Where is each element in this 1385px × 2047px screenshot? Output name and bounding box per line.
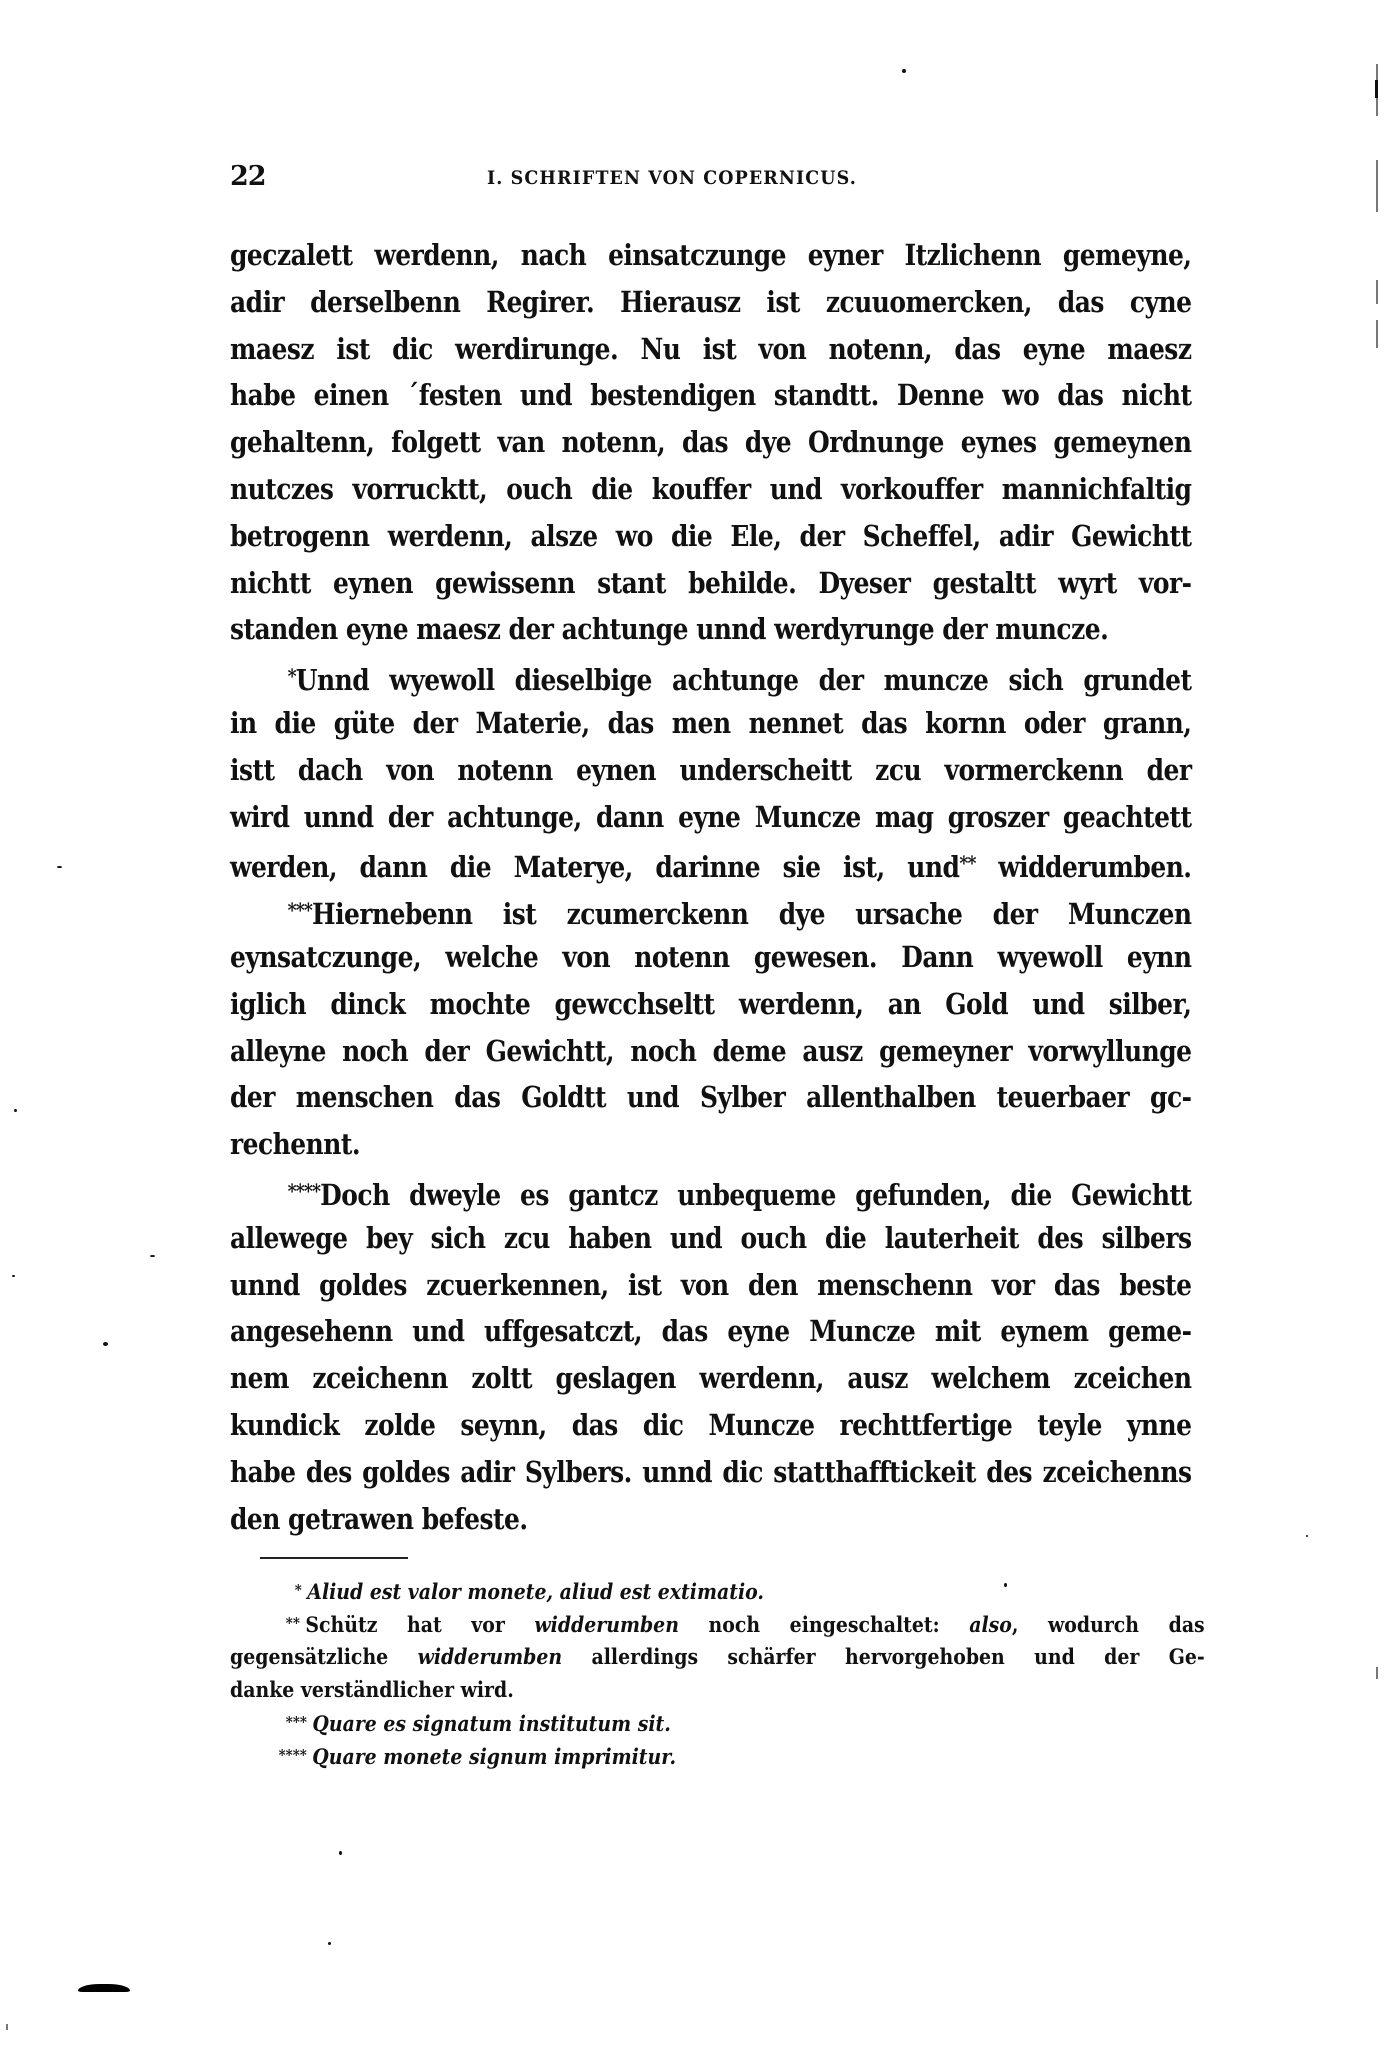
scan-speck bbox=[150, 1255, 155, 1257]
footnote-1-marker: * bbox=[294, 1581, 302, 1599]
footnote-3 bbox=[230, 1706, 1261, 1739]
footnote-marker-2: ** bbox=[959, 851, 976, 876]
text-line-tail: widderumben. bbox=[998, 850, 1192, 885]
text-line: standen eyne maesz der achtunge unnd werdyrunge der muncze. bbox=[230, 612, 1109, 647]
text-line: habe des goldes adir Sylbers. unnd dic statthafftickeit des zceichenns bbox=[230, 1454, 1192, 1489]
running-head bbox=[230, 160, 1192, 194]
footnote-marker-4: **** bbox=[287, 1178, 321, 1203]
text-line-content: Hiernebenn ist zcumerckenn dye ursache der Munczen bbox=[312, 897, 1192, 932]
footnote-4-text: Quare monete signum imprimitur. bbox=[312, 1744, 677, 1769]
scan-speck bbox=[12, 1275, 15, 1277]
text-line: den getrawen befeste. bbox=[230, 1501, 528, 1536]
text-line: adir derselbenn Regirer. Hierausz ist zcuuomercken, das cyne bbox=[230, 284, 1192, 319]
text-line: in die güte der Materie, das men nennet das kornn oder grann, bbox=[230, 705, 1192, 740]
text-line: wird unnd der achtunge, dann eyne Muncze mag groszer geachtett bbox=[230, 799, 1192, 834]
footnote-2-marker: ** bbox=[285, 1614, 300, 1632]
text-line: unnd goldes zcuerkennen, ist von den menschenn vor das beste bbox=[230, 1267, 1192, 1302]
scan-speck bbox=[103, 1342, 108, 1346]
footnote-2-line-3: danke verständlicher wird. bbox=[230, 1677, 514, 1702]
scan-edge-mark bbox=[1376, 320, 1378, 348]
text-line: istt dach von notenn eynen underscheitt zcu vormerckenn der bbox=[230, 752, 1192, 787]
footnote-3-marker: *** bbox=[285, 1713, 307, 1731]
footnote-2 bbox=[230, 1607, 1205, 1640]
footnote-2-line-2 bbox=[230, 1640, 1205, 1673]
footnote-1 bbox=[230, 1574, 1270, 1607]
scan-edge-mark bbox=[1376, 1667, 1378, 1679]
scan-speck bbox=[57, 866, 62, 868]
text-line: betrogenn werdenn, alsze wo die Ele, der Scheffel, adir Gewichtt bbox=[230, 518, 1192, 553]
text-line: nutczes vorrucktt, ouch die kouffer und vorkouffer mannichfaltig bbox=[230, 471, 1192, 506]
text-line: angesehenn und uffgesatczt, das eyne Muncze mit eynem geme- bbox=[230, 1314, 1192, 1349]
footnote-separator bbox=[260, 1557, 408, 1559]
scan-edge-mark bbox=[6, 2024, 8, 2030]
footnote-2-text: noch eingeschaltet: bbox=[708, 1612, 940, 1637]
footnote-3-text: Quare es signatum institutum sit. bbox=[312, 1711, 671, 1736]
footnote-4 bbox=[230, 1739, 1253, 1772]
body-text bbox=[230, 232, 1192, 1542]
footnote-2-text: , wodurch das bbox=[1011, 1612, 1205, 1637]
text-line: nichtt eynen gewissenn stant behilde. Dyeser gestaltt wyrt vor- bbox=[230, 565, 1192, 600]
text-line-content: werden, dann die Materye, darinne sie ist, und bbox=[230, 850, 960, 885]
text-line: iglich dinck mochte gewcchseltt werdenn, an Gold und silber, bbox=[230, 986, 1192, 1021]
text-line-content: Doch dweyle es gantcz unbequeme gefunden, die Gewichtt bbox=[320, 1177, 1192, 1212]
text-line: rechennt. bbox=[230, 1127, 361, 1162]
footnote-2-italic: widderumben bbox=[534, 1612, 679, 1637]
scan-speck bbox=[14, 1109, 17, 1112]
paragraph-start-line bbox=[230, 653, 1191, 700]
footnote-2-italic: also bbox=[969, 1612, 1012, 1637]
footnotes bbox=[230, 1574, 1205, 1772]
scan-speck bbox=[339, 1851, 342, 1855]
scan-smudge bbox=[78, 1984, 130, 1992]
footnote-2-italic: widderumben bbox=[417, 1644, 563, 1669]
scan-speck bbox=[1306, 1535, 1308, 1537]
text-line: eynsatczunge, welche von notenn gewesen. Dann wyewoll eynn bbox=[230, 939, 1192, 974]
scan-edge-mark bbox=[1376, 160, 1378, 212]
text-line bbox=[230, 840, 1191, 887]
text-line: gehaltenn, folgett van notenn, das dye Ordnunge eynes gemeynen bbox=[230, 425, 1192, 460]
text-line: alleyne noch der Gewichtt, noch deme ausz gemeyner vorwyllunge bbox=[230, 1033, 1192, 1068]
footnote-marker-1: * bbox=[287, 664, 296, 689]
scan-speck bbox=[902, 69, 906, 73]
text-line: maesz ist dic werdirunge. Nu ist von notenn, das eyne maesz bbox=[230, 331, 1192, 366]
running-title: I. SCHRIFTEN VON COPERNICUS. bbox=[487, 167, 857, 189]
footnote-1-text: Aliud est valor monete, aliud est extimatio. bbox=[307, 1579, 764, 1604]
text-line: der menschen das Goldtt und Sylber allenthalben teuerbaer gc- bbox=[230, 1080, 1192, 1115]
text-line: habe einen ´festen und bestendigen standtt. Denne wo das nicht bbox=[230, 378, 1192, 413]
footnote-2-text: gegensätzliche bbox=[230, 1644, 389, 1669]
text-line: nem zceichenn zoltt geslagen werdenn, ausz welchem zceichen bbox=[230, 1361, 1192, 1396]
text-line: geczalett werdenn, nach einsatczunge eyner Itzlichenn gemeyne, bbox=[230, 238, 1192, 272]
scan-edge-mark bbox=[1375, 80, 1378, 98]
paragraph-start-line bbox=[230, 887, 1191, 934]
paragraph-start-line bbox=[230, 1168, 1191, 1215]
text-line: allewege bey sich zcu haben und ouch die lauterheit des silbers bbox=[230, 1220, 1192, 1255]
scan-speck bbox=[328, 1942, 331, 1945]
footnote-2-text: Schütz hat vor bbox=[305, 1612, 505, 1637]
scan-speck bbox=[1004, 1583, 1007, 1587]
page-number: 22 bbox=[230, 161, 266, 192]
footnote-4-marker: **** bbox=[278, 1746, 307, 1764]
text-line: kundick zolde seynn, das dic Muncze rechttfertige teyle ynne bbox=[230, 1407, 1192, 1442]
footnote-marker-3: *** bbox=[287, 898, 313, 923]
scan-edge-mark bbox=[1376, 280, 1378, 304]
text-line-content: Unnd wyewoll dieselbige achtunge der muncze sich grundet bbox=[295, 663, 1192, 698]
footnote-2-text: allerdings schärfer hervorgehoben und der Ge- bbox=[591, 1644, 1205, 1669]
